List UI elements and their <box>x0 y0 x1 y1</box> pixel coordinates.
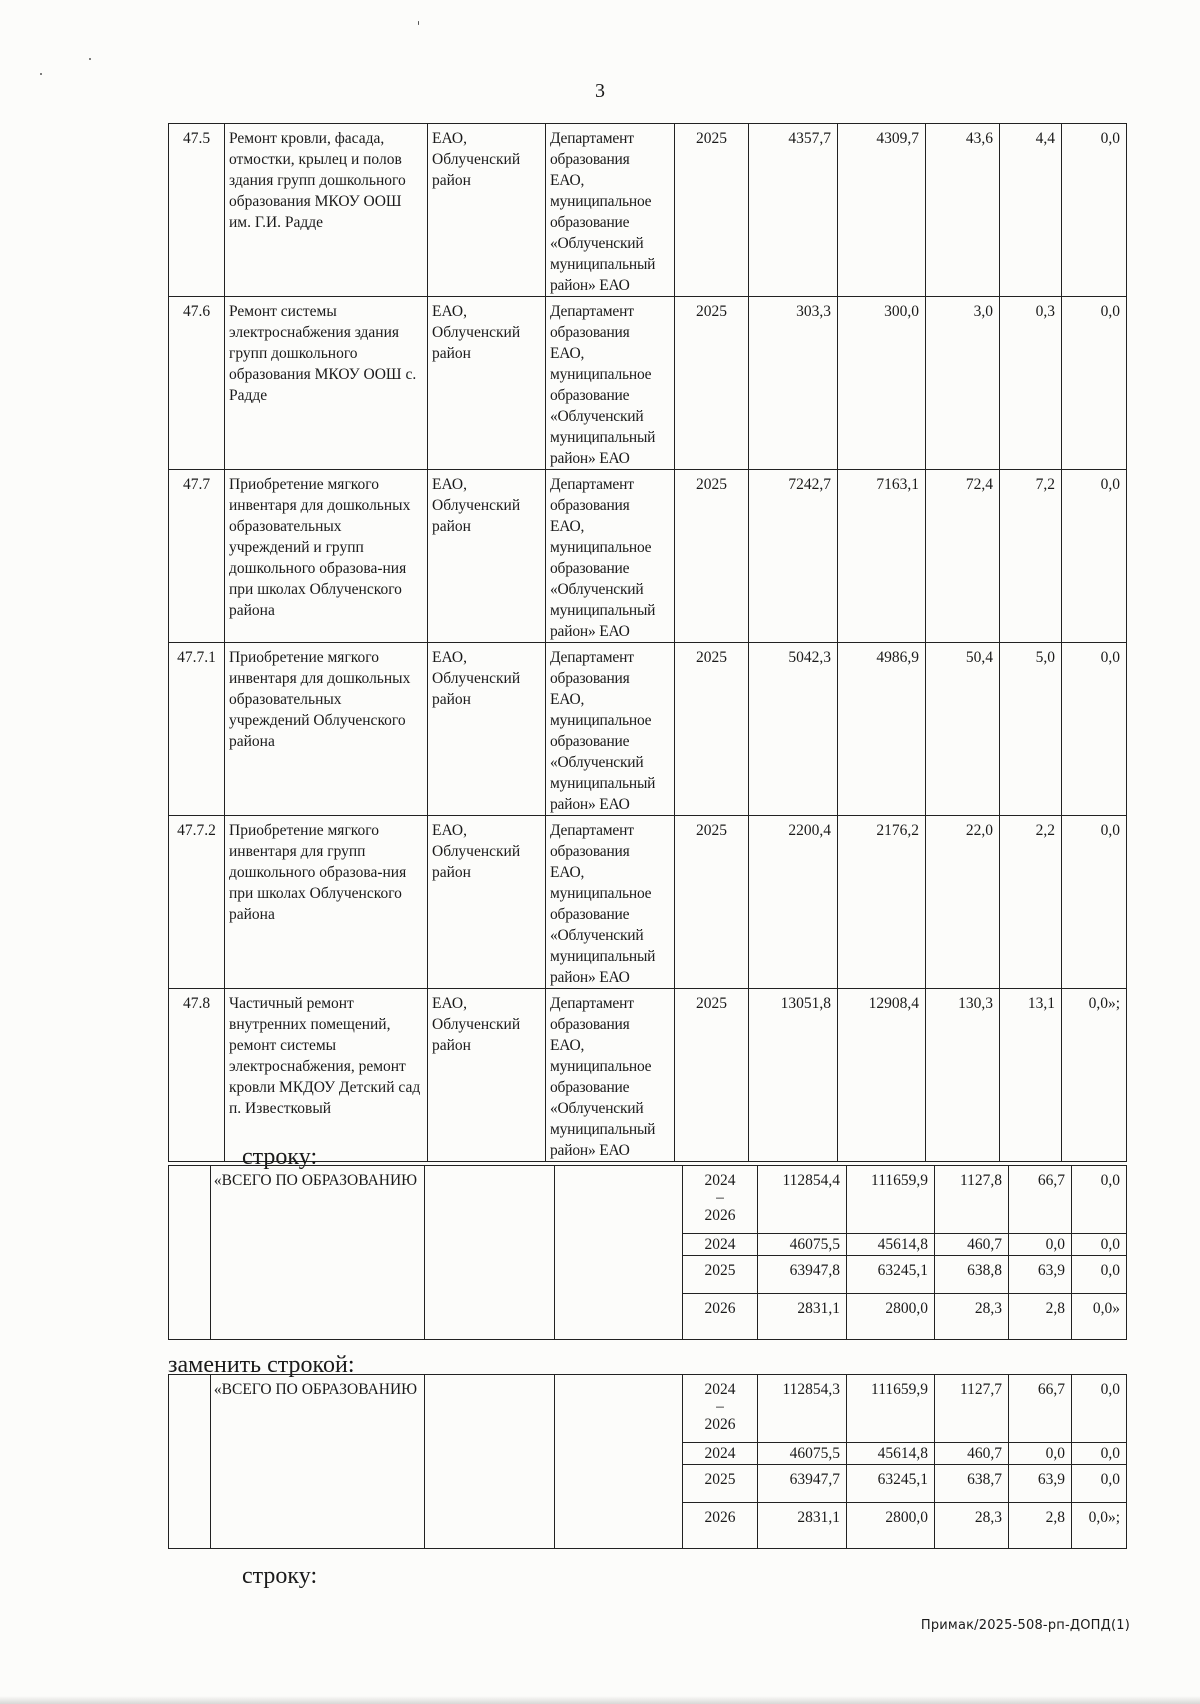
row-municipal: 5,0 <box>1000 643 1062 816</box>
total-other: 0,0»; <box>1072 1503 1127 1549</box>
executor-line: образование <box>550 560 630 577</box>
row-name: Приобретение мягкого инвентаря для дошкольных образовательных учреждений и групп дошкольного образова-ния при школах Облученского района <box>225 470 428 643</box>
total-sum: 112854,3 <box>758 1375 847 1443</box>
total-federal: 63245,1 <box>847 1465 935 1503</box>
row-total: 4357,7 <box>749 124 838 297</box>
row-executor <box>546 470 675 643</box>
executor-line: образования <box>550 843 630 860</box>
total-sum: 63947,8 <box>758 1256 847 1294</box>
executor-line: муниципальное <box>550 193 652 210</box>
total-federal: 2800,0 <box>847 1503 935 1549</box>
total-year-range <box>683 1166 758 1234</box>
executor-line: муниципальный <box>550 429 656 446</box>
executor-line: образование <box>550 387 630 404</box>
old-total-table <box>168 1165 1127 1340</box>
table-row <box>169 643 1127 816</box>
phrase-stroku-end: строку: <box>242 1563 318 1589</box>
executor-line: район» ЕАО <box>550 623 630 640</box>
row-number: 47.5 <box>169 124 225 297</box>
scan-speck <box>89 58 91 60</box>
total-blank-cell <box>169 1375 211 1549</box>
total-blank-cell <box>555 1375 683 1549</box>
row-other: 0,0 <box>1062 124 1127 297</box>
table-row <box>169 297 1127 470</box>
total-sum: 2831,1 <box>758 1503 847 1549</box>
row-location: ЕАО, Облученский район <box>428 124 546 297</box>
executor-line: район» ЕАО <box>550 1142 630 1159</box>
total-federal: 45614,8 <box>847 1443 935 1465</box>
executor-line: район» ЕАО <box>550 969 630 986</box>
scan-speck <box>40 73 42 75</box>
page-number: 3 <box>595 80 605 102</box>
total-regional: 1127,8 <box>935 1166 1009 1234</box>
executor-line: муниципальное <box>550 885 652 902</box>
total-regional: 638,8 <box>935 1256 1009 1294</box>
row-total: 13051,8 <box>749 989 838 1162</box>
year-range-part: 2026 <box>704 1416 736 1433</box>
row-year: 2025 <box>675 470 749 643</box>
footer-document-code: Примак/2025-508-рп-ДОПД(1) <box>920 1618 1130 1633</box>
total-year: 2026 <box>683 1503 758 1549</box>
executor-line: «Облученский <box>550 408 644 425</box>
phrase-stroku: строку: <box>242 1144 318 1170</box>
row-name: Приобретение мягкого инвентаря для групп дошкольного образова-ния при школах Облученского района <box>225 816 428 989</box>
total-year: 2024 <box>683 1443 758 1465</box>
table-row <box>169 989 1127 1162</box>
executor-line: Департамент <box>550 130 634 147</box>
program-table <box>168 123 1127 1162</box>
row-total: 7242,7 <box>749 470 838 643</box>
row-federal: 4986,9 <box>838 643 926 816</box>
year-range-part: – <box>716 1398 724 1415</box>
executor-line: муниципальное <box>550 712 652 729</box>
total-year: 2025 <box>683 1256 758 1294</box>
table-row <box>169 816 1127 989</box>
executor-line: ЕАО, <box>550 864 585 881</box>
row-municipal: 2,2 <box>1000 816 1062 989</box>
row-year: 2025 <box>675 297 749 470</box>
row-regional: 43,6 <box>926 124 1000 297</box>
executor-line: образования <box>550 324 630 341</box>
executor-line: «Облученский <box>550 235 644 252</box>
row-year: 2025 <box>675 643 749 816</box>
total-blank-cell <box>555 1166 683 1340</box>
executor-line: муниципальный <box>550 948 656 965</box>
row-executor <box>546 989 675 1162</box>
table-row <box>169 470 1127 643</box>
total-federal: 2800,0 <box>847 1294 935 1340</box>
executor-line: Департамент <box>550 303 634 320</box>
executor-line: район» ЕАО <box>550 796 630 813</box>
total-federal: 111659,9 <box>847 1375 935 1443</box>
row-year: 2025 <box>675 989 749 1162</box>
total-regional: 28,3 <box>935 1503 1009 1549</box>
row-number: 47.7.2 <box>169 816 225 989</box>
row-federal: 7163,1 <box>838 470 926 643</box>
row-regional: 72,4 <box>926 470 1000 643</box>
total-year: 2024 <box>683 1234 758 1256</box>
row-regional: 50,4 <box>926 643 1000 816</box>
executor-line: ЕАО, <box>550 1037 585 1054</box>
scan-bottom-edge <box>0 1696 1200 1704</box>
executor-line: муниципальное <box>550 1058 652 1075</box>
executor-line: Департамент <box>550 476 634 493</box>
row-name: Частичный ремонт внутренних помещений, ремонт системы электроснабжения, ремонт кровли МКДОУ Детский сад п. Известковый <box>225 989 428 1162</box>
total-other: 0,0 <box>1072 1234 1127 1256</box>
executor-line: муниципальный <box>550 775 656 792</box>
year-range-part: 2026 <box>704 1207 736 1224</box>
row-federal: 2176,2 <box>838 816 926 989</box>
executor-line: район» ЕАО <box>550 277 630 294</box>
year-range-part: 2024 <box>704 1172 736 1189</box>
executor-line: муниципальный <box>550 1121 656 1138</box>
row-other: 0,0 <box>1062 643 1127 816</box>
total-label: «ВСЕГО ПО ОБРАЗОВАНИЮ <box>211 1166 425 1340</box>
total-other: 0,0 <box>1072 1375 1127 1443</box>
row-federal: 4309,7 <box>838 124 926 297</box>
total-municipal: 2,8 <box>1009 1503 1072 1549</box>
year-range-part: 2024 <box>704 1381 736 1398</box>
executor-line: «Облученский <box>550 581 644 598</box>
executor-line: ЕАО, <box>550 345 585 362</box>
total-federal: 45614,8 <box>847 1234 935 1256</box>
total-other: 0,0» <box>1072 1294 1127 1340</box>
row-number: 47.6 <box>169 297 225 470</box>
total-year: 2025 <box>683 1465 758 1503</box>
total-row <box>169 1166 1127 1234</box>
total-row <box>169 1375 1127 1443</box>
total-regional: 460,7 <box>935 1234 1009 1256</box>
total-label: «ВСЕГО ПО ОБРАЗОВАНИЮ <box>211 1375 425 1549</box>
executor-line: образование <box>550 733 630 750</box>
table-row <box>169 124 1127 297</box>
total-blank-cell <box>425 1375 555 1549</box>
row-location: ЕАО, Облученский район <box>428 643 546 816</box>
row-other: 0,0 <box>1062 816 1127 989</box>
total-regional: 638,7 <box>935 1465 1009 1503</box>
total-other: 0,0 <box>1072 1256 1127 1294</box>
row-year: 2025 <box>675 124 749 297</box>
total-regional: 28,3 <box>935 1294 1009 1340</box>
total-municipal: 63,9 <box>1009 1256 1072 1294</box>
executor-line: образование <box>550 906 630 923</box>
total-sum: 2831,1 <box>758 1294 847 1340</box>
row-location: ЕАО, Облученский район <box>428 816 546 989</box>
total-sum: 63947,7 <box>758 1465 847 1503</box>
row-federal: 300,0 <box>838 297 926 470</box>
row-number: 47.8 <box>169 989 225 1162</box>
row-location: ЕАО, Облученский район <box>428 297 546 470</box>
executor-line: образования <box>550 151 630 168</box>
executor-line: муниципальный <box>550 256 656 273</box>
row-number: 47.7 <box>169 470 225 643</box>
row-regional: 3,0 <box>926 297 1000 470</box>
row-other: 0,0 <box>1062 297 1127 470</box>
scan-speck <box>418 21 419 25</box>
year-range-part: – <box>716 1189 724 1206</box>
executor-line: муниципальный <box>550 602 656 619</box>
total-sum: 46075,5 <box>758 1234 847 1256</box>
total-other: 0,0 <box>1072 1465 1127 1503</box>
executor-line: район» ЕАО <box>550 450 630 467</box>
total-other: 0,0 <box>1072 1443 1127 1465</box>
row-other: 0,0 <box>1062 470 1127 643</box>
row-name: Ремонт системы электроснабжения здания групп дошкольного образования МКОУ ООШ с. Радде <box>225 297 428 470</box>
row-other: 0,0»; <box>1062 989 1127 1162</box>
row-municipal: 0,3 <box>1000 297 1062 470</box>
total-year: 2026 <box>683 1294 758 1340</box>
total-sum: 46075,5 <box>758 1443 847 1465</box>
row-executor <box>546 816 675 989</box>
row-municipal: 13,1 <box>1000 989 1062 1162</box>
row-number: 47.7.1 <box>169 643 225 816</box>
total-blank-cell <box>425 1166 555 1340</box>
executor-line: ЕАО, <box>550 691 585 708</box>
row-regional: 130,3 <box>926 989 1000 1162</box>
total-municipal: 0,0 <box>1009 1234 1072 1256</box>
row-executor <box>546 124 675 297</box>
executor-line: «Облученский <box>550 927 644 944</box>
row-location: ЕАО, Облученский район <box>428 470 546 643</box>
total-municipal: 66,7 <box>1009 1375 1072 1443</box>
row-municipal: 4,4 <box>1000 124 1062 297</box>
executor-line: муниципальное <box>550 539 652 556</box>
row-name: Приобретение мягкого инвентаря для дошкольных образовательных учреждений Облученского района <box>225 643 428 816</box>
executor-line: образование <box>550 1079 630 1096</box>
executor-line: муниципальное <box>550 366 652 383</box>
total-municipal: 63,9 <box>1009 1465 1072 1503</box>
executor-line: «Облученский <box>550 754 644 771</box>
phrase-zamenit-strokoy: заменить строкой: <box>168 1352 355 1378</box>
executor-line: образование <box>550 214 630 231</box>
executor-line: образования <box>550 670 630 687</box>
row-total: 303,3 <box>749 297 838 470</box>
row-total: 2200,4 <box>749 816 838 989</box>
executor-line: образования <box>550 497 630 514</box>
total-blank-cell <box>169 1166 211 1340</box>
executor-line: «Облученский <box>550 1100 644 1117</box>
total-regional: 460,7 <box>935 1443 1009 1465</box>
total-federal: 111659,9 <box>847 1166 935 1234</box>
total-regional: 1127,7 <box>935 1375 1009 1443</box>
total-sum: 112854,4 <box>758 1166 847 1234</box>
executor-line: Департамент <box>550 649 634 666</box>
executor-line: Департамент <box>550 822 634 839</box>
total-year-range <box>683 1375 758 1443</box>
executor-line: образования <box>550 1016 630 1033</box>
row-name: Ремонт кровли, фасада, отмостки, крылец и полов здания групп дошкольного образования МКОУ ООШ им. Г.И. Радде <box>225 124 428 297</box>
executor-line: ЕАО, <box>550 172 585 189</box>
executor-line: Департамент <box>550 995 634 1012</box>
total-municipal: 0,0 <box>1009 1443 1072 1465</box>
row-municipal: 7,2 <box>1000 470 1062 643</box>
row-regional: 22,0 <box>926 816 1000 989</box>
row-location: ЕАО, Облученский район <box>428 989 546 1162</box>
row-federal: 12908,4 <box>838 989 926 1162</box>
total-other: 0,0 <box>1072 1166 1127 1234</box>
executor-line: ЕАО, <box>550 518 585 535</box>
row-year: 2025 <box>675 816 749 989</box>
row-executor <box>546 297 675 470</box>
total-federal: 63245,1 <box>847 1256 935 1294</box>
total-municipal: 2,8 <box>1009 1294 1072 1340</box>
row-total: 5042,3 <box>749 643 838 816</box>
row-executor <box>546 643 675 816</box>
total-municipal: 66,7 <box>1009 1166 1072 1234</box>
new-total-table <box>168 1374 1127 1549</box>
